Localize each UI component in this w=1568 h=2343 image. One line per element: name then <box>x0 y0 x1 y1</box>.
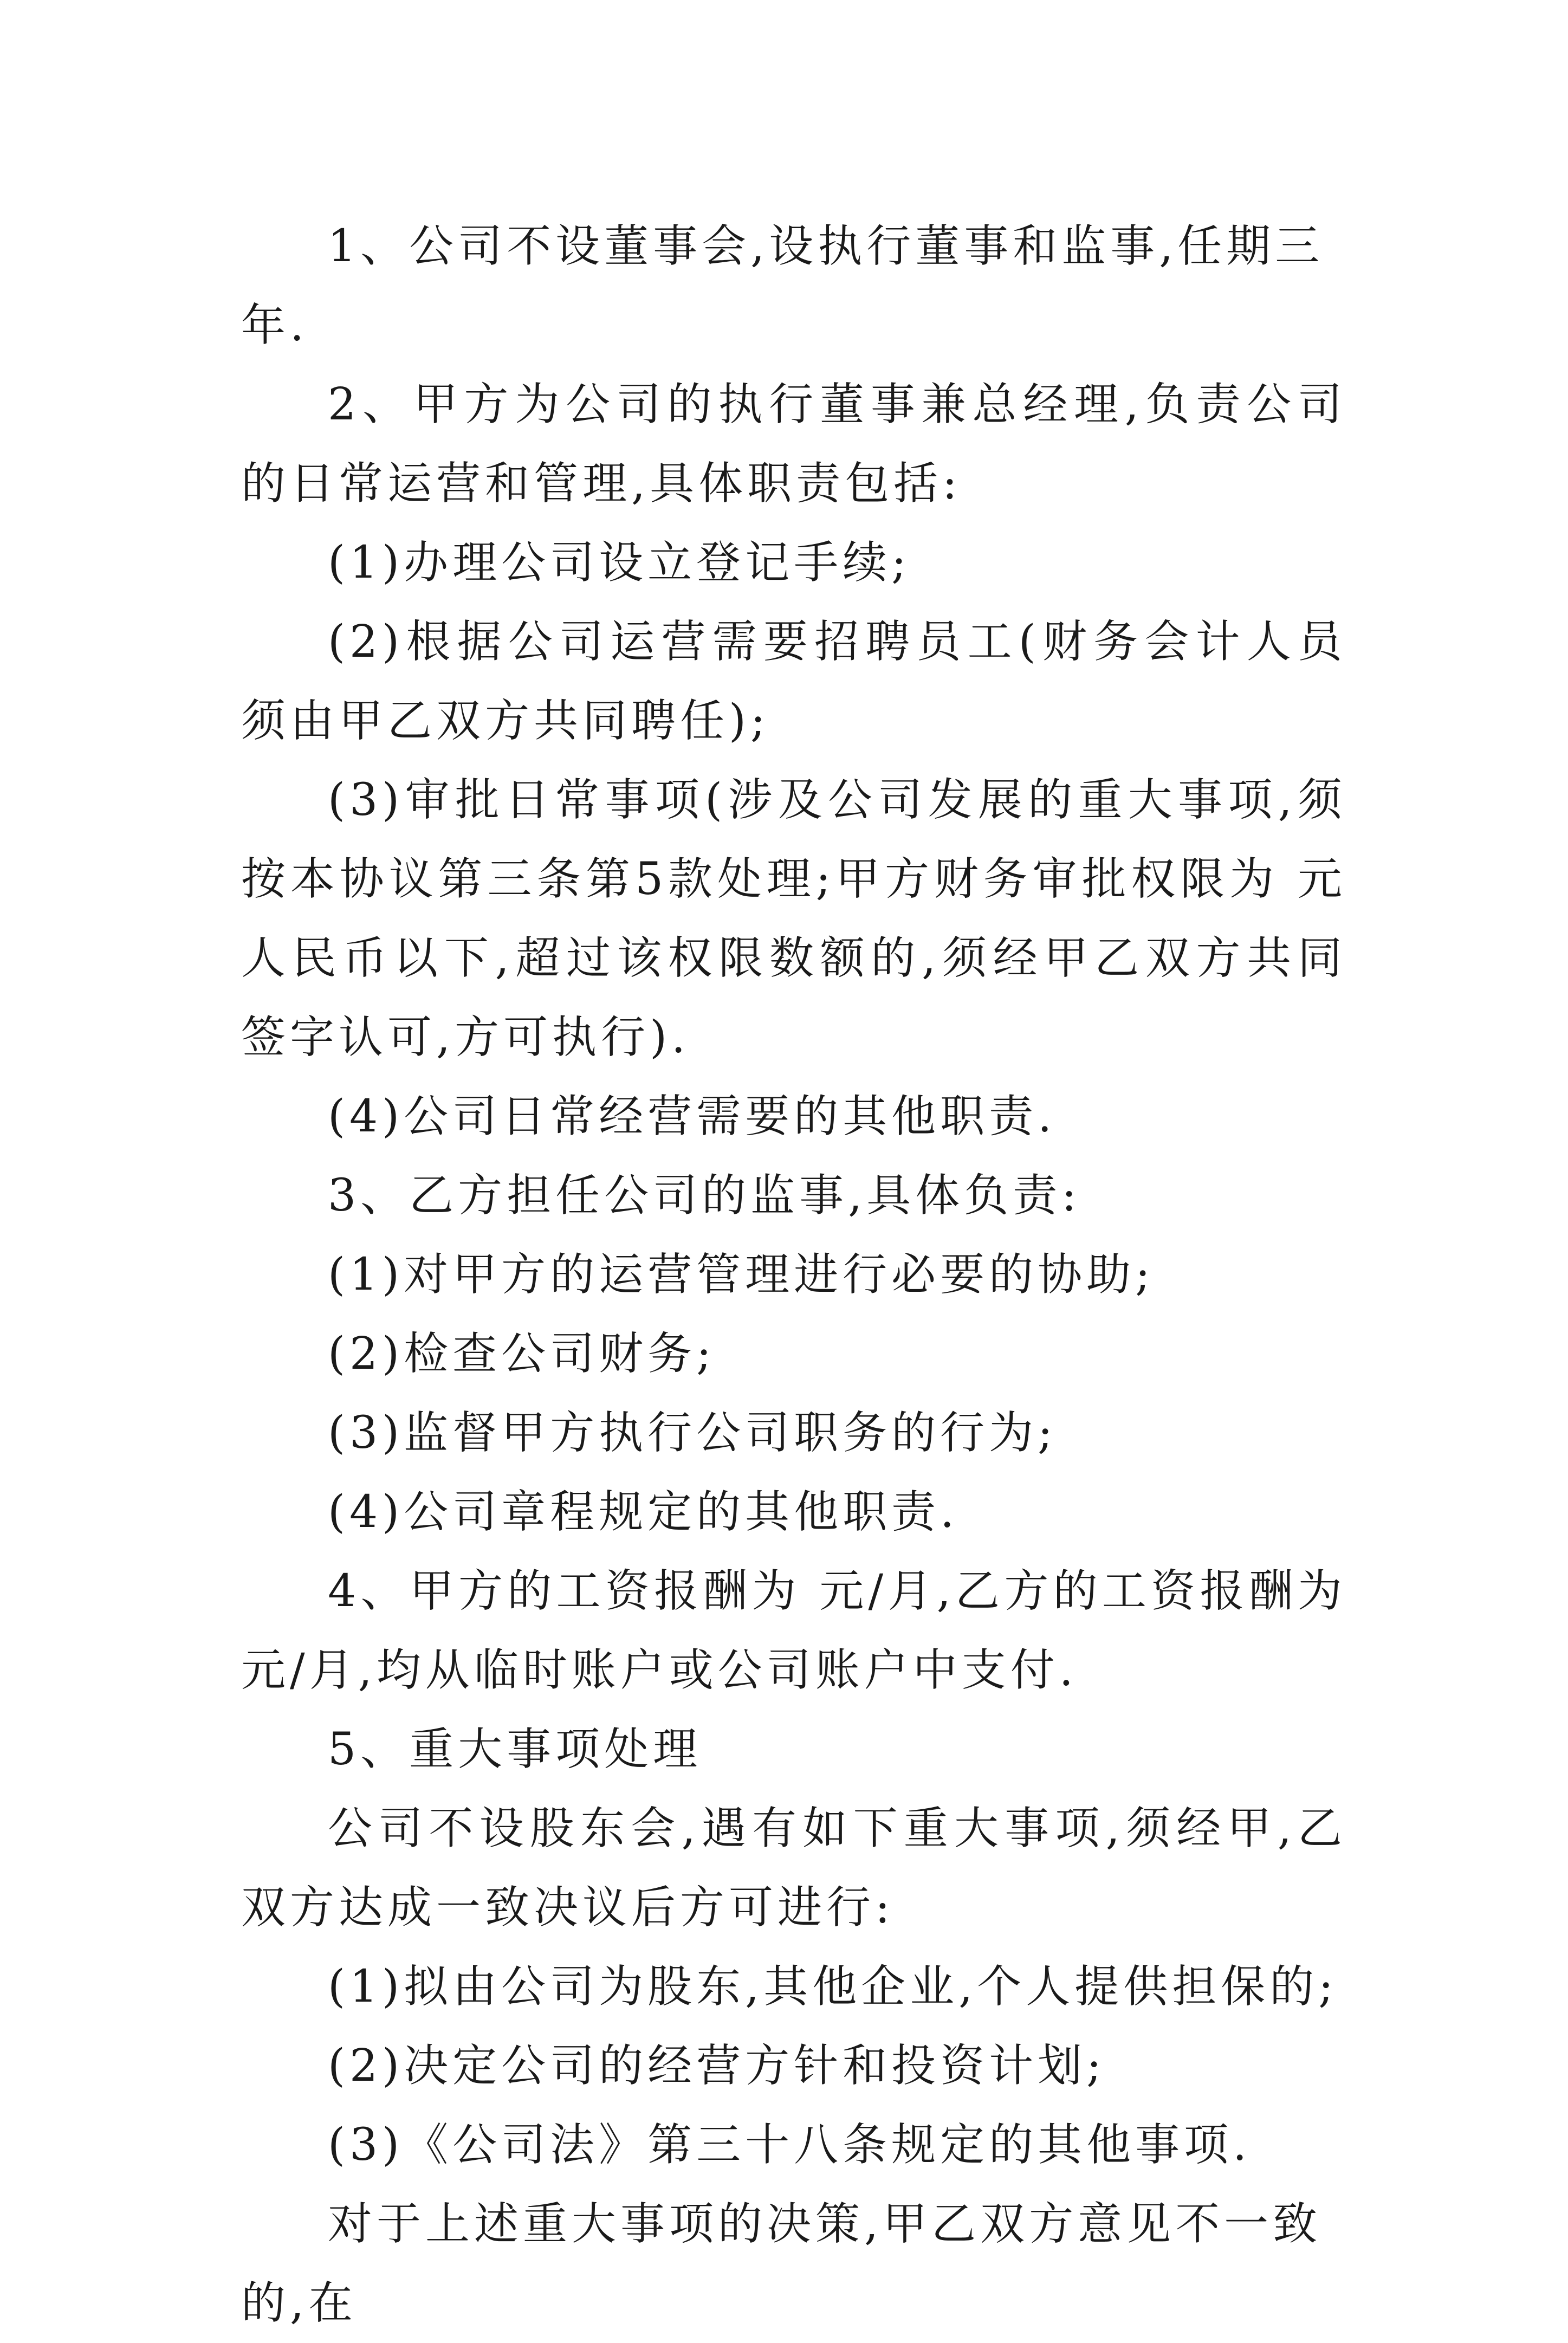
paragraph-b-duty-4: (4)公司章程规定的其他职责. <box>328 1486 959 1538</box>
paragraph-major-matters-heading: 5、重大事项处理 <box>328 1724 702 1775</box>
paragraph-a-duty-3: (3)审批日常事项(涉及公司发展的重大事项,须按本协议第三条第5款处理;甲方财务审批权限为 元人民币以下,超过该权限数额的,须经甲乙双方共同签字认可,方可执行). <box>241 774 1346 1063</box>
paragraph-party-a-duties: 2、甲方为公司的执行董事兼总经理,负责公司的日常运营和管理,具体职责包括: <box>241 379 1346 509</box>
paragraph-matter-2: (2)决定公司的经营方针和投资计划; <box>328 2040 1106 2092</box>
paragraph-a-duty-1: (1)办理公司设立登记手续; <box>328 537 911 588</box>
paragraph-b-duty-3: (3)监督甲方执行公司职务的行为; <box>328 1407 1057 1459</box>
paragraph-b-duty-2: (2)检查公司财务; <box>328 1328 716 1380</box>
paragraph-board-setup: 1、公司不设董事会,设执行董事和监事,任期三年. <box>241 221 1324 351</box>
paragraph-a-duty-4: (4)公司日常经营需要的其他职责. <box>328 1091 1057 1142</box>
paragraph-major-matters-intro: 公司不设股东会,遇有如下重大事项,须经甲,乙双方达成一致决议后方可进行: <box>241 1803 1346 1933</box>
paragraph-matter-3: (3)《公司法》第三十八条规定的其他事项. <box>328 2119 1252 2171</box>
paragraph-matter-1: (1)拟由公司为股东,其他企业,个人提供担保的; <box>328 1961 1338 2012</box>
paragraph-salary: 4、甲方的工资报酬为 元/月,乙方的工资报酬为 元/月,均从临时账户或公司账户中支付. <box>241 1565 1346 1696</box>
paragraph-party-b-duties: 3、乙方担任公司的监事,具体负责: <box>328 1170 1081 1221</box>
paragraph-disagreement: 对于上述重大事项的决策,甲乙双方意见不一致的,在 <box>241 2198 1322 2329</box>
paragraph-a-duty-2: (2)根据公司运营需要招聘员工(财务会计人员须由甲乙双方共同聘任); <box>241 616 1346 747</box>
paragraph-b-duty-1: (1)对甲方的运营管理进行必要的协助; <box>328 1249 1155 1300</box>
document-body <box>241 207 1346 2343</box>
